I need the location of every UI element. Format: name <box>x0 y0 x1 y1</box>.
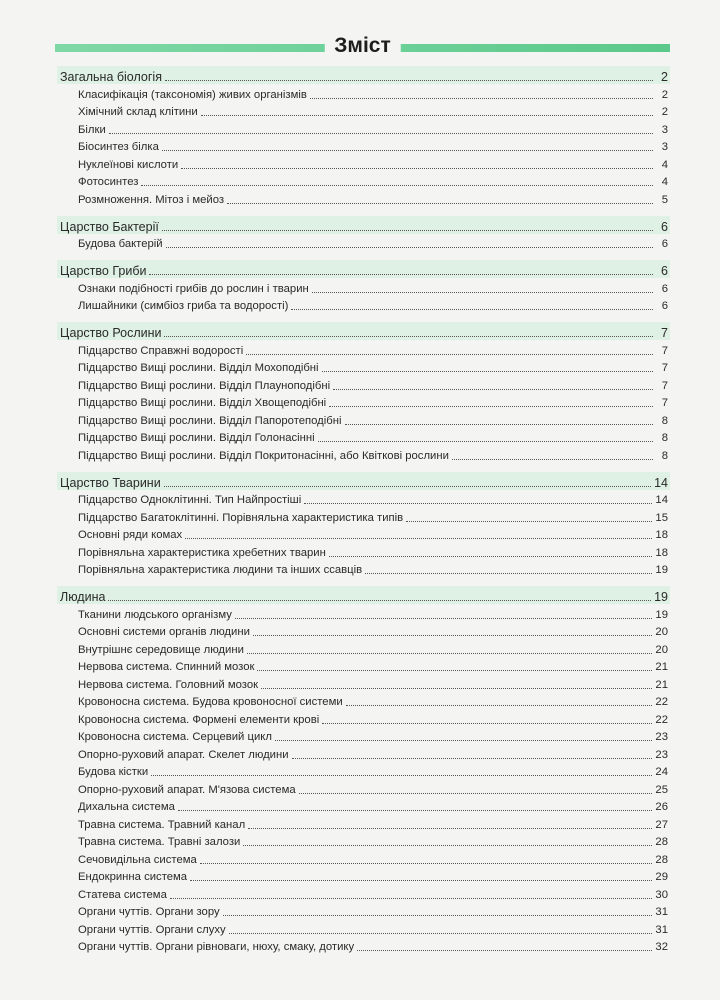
page-number: 8 <box>661 449 668 462</box>
dot-leader <box>292 758 653 759</box>
toc-entry[interactable] <box>57 340 670 358</box>
page-number: 22 <box>655 696 668 708</box>
toc-entry-label: Підцарство Вищі рослини. Відділ Папоротеподібні <box>78 414 342 427</box>
toc-entry-label: Підцарство Справжні водорості <box>78 344 244 357</box>
toc-entry[interactable] <box>57 744 670 762</box>
toc-entry-label: Хімічний склад клітини <box>78 106 198 118</box>
toc-entry-label: Ендокринна система <box>78 871 188 883</box>
toc-entry-label: Будова бактерій <box>78 238 163 250</box>
page-number: 4 <box>661 176 668 188</box>
toc-entry[interactable] <box>57 779 670 797</box>
dot-leader <box>243 845 652 846</box>
dot-leader <box>190 880 652 881</box>
toc-entry[interactable] <box>57 119 670 137</box>
toc-entry-label: Травна система. Травні залози <box>78 836 241 848</box>
toc-entry-label: Кровоносна система. Будова кровоносної системи <box>78 696 343 708</box>
dot-leader <box>333 389 653 390</box>
toc-entry[interactable] <box>57 560 670 578</box>
page-number: 14 <box>655 494 668 506</box>
page-number: 4 <box>661 158 668 171</box>
dot-leader <box>247 653 653 654</box>
toc-entry[interactable] <box>57 709 670 727</box>
toc-entry[interactable] <box>57 375 670 393</box>
dot-leader <box>329 556 653 557</box>
dot-leader <box>149 274 653 275</box>
page-number: 7 <box>661 326 668 340</box>
page-number: 6 <box>661 219 668 234</box>
toc-entry[interactable] <box>57 507 670 525</box>
dot-leader <box>299 793 653 794</box>
toc-entry-label: Порівняльна характеристика хребетних тварин <box>78 546 326 559</box>
section-heading-label: Царство Тварини <box>60 475 161 490</box>
toc-entry[interactable] <box>57 849 670 867</box>
toc-entry[interactable] <box>57 137 670 155</box>
section-heading-label: Царство Бактерії <box>60 219 159 234</box>
toc-entry-label: Тканини людського організму <box>78 608 232 621</box>
page-number: 2 <box>661 70 668 84</box>
toc-entry-label: Класифікація (таксономія) живих організмів <box>78 88 307 101</box>
toc-entry[interactable] <box>57 639 670 657</box>
section-heading[interactable] <box>57 472 670 490</box>
dot-leader <box>162 230 653 231</box>
toc-entry-label: Органи чуттів. Органи зору <box>78 906 220 918</box>
dot-leader <box>141 185 653 186</box>
page-number: 28 <box>655 853 668 866</box>
dot-leader <box>181 168 653 169</box>
toc-entry[interactable] <box>57 762 670 780</box>
page-number: 31 <box>655 923 668 936</box>
page-number: 21 <box>655 661 668 673</box>
toc-section <box>57 322 670 463</box>
toc-entry-label: Органи чуттів. Органи рівноваги, нюху, смаку, дотику <box>78 941 355 953</box>
dot-leader <box>165 80 653 81</box>
dot-leader <box>318 441 653 442</box>
toc-entry-label: Ознаки подібності грибів до рослин і тварин <box>78 282 309 295</box>
dot-leader <box>108 600 651 601</box>
toc-entry-label: Лишайники (симбіоз гриба та водорості) <box>78 300 289 312</box>
page-number: 6 <box>661 264 668 278</box>
section-heading[interactable] <box>57 322 670 340</box>
page-number: 8 <box>661 414 668 427</box>
page-number: 19 <box>654 590 668 604</box>
toc-entry-label: Підцарство Вищі рослини. Відділ Хвощеподібні <box>78 397 327 409</box>
toc-entry[interactable] <box>57 884 670 902</box>
toc-entry-label: Нервова система. Спинний мозок <box>78 661 255 673</box>
dot-leader <box>227 203 653 204</box>
toc-entry[interactable] <box>57 797 670 815</box>
section-heading[interactable] <box>57 260 670 278</box>
toc-entry-label: Нуклеїнові кислоти <box>78 158 179 171</box>
page-number: 23 <box>655 748 668 761</box>
toc-entry-label: Будова кістки <box>78 766 149 778</box>
page-number: 20 <box>655 626 668 638</box>
toc-entry[interactable] <box>57 358 670 376</box>
toc-entry-label: Підцарство Вищі рослини. Відділ Плауноподібні <box>78 379 331 392</box>
toc-entry-label: Нервова система. Головний мозок <box>78 678 259 691</box>
dot-leader <box>162 150 653 151</box>
toc-entry-label: Основні системи органів людини <box>78 626 250 638</box>
dot-leader <box>406 521 652 522</box>
toc-entry[interactable] <box>57 393 670 411</box>
dot-leader <box>109 133 653 134</box>
dot-leader <box>312 292 653 293</box>
section-heading[interactable] <box>57 66 670 84</box>
dot-leader <box>248 828 652 829</box>
toc-entry-label: Органи чуттів. Органи слуху <box>78 923 226 936</box>
toc-entry-label: Кровоносна система. Формені елементи крові <box>78 713 320 726</box>
dot-leader <box>235 618 653 619</box>
toc-entry[interactable] <box>57 84 670 102</box>
section-heading-label: Царство Гриби <box>60 264 147 278</box>
dot-leader <box>223 915 653 916</box>
dot-leader <box>345 424 654 425</box>
page-number: 15 <box>655 511 668 524</box>
toc-entry-label: Підцарство Багатоклітинні. Порівняльна характеристика типів <box>78 511 404 524</box>
toc-entry[interactable] <box>57 622 670 640</box>
page-number: 3 <box>661 123 668 136</box>
page-number: 32 <box>655 941 668 953</box>
table-of-contents <box>57 66 670 963</box>
toc-entry[interactable] <box>57 657 670 675</box>
toc-entry[interactable] <box>57 278 670 296</box>
toc-entry-label: Внутрішнє середовище людини <box>78 643 244 656</box>
dot-leader <box>322 371 653 372</box>
dot-leader <box>322 723 652 724</box>
toc-entry[interactable] <box>57 410 670 428</box>
page-number: 6 <box>661 282 668 295</box>
page-number: 3 <box>661 141 668 153</box>
toc-section <box>57 260 670 313</box>
page-number: 7 <box>661 344 668 357</box>
toc-entry[interactable] <box>57 490 670 508</box>
section-heading-label: Загальна біологія <box>60 70 162 84</box>
dot-leader <box>275 740 652 741</box>
page-number: 19 <box>655 608 668 621</box>
page-number: 31 <box>655 906 668 918</box>
toc-entry-label: Порівняльна характеристика людини та інших ссавців <box>78 564 363 576</box>
toc-entry-label: Травна система. Травний канал <box>78 818 246 831</box>
toc-entry-label: Опорно-руховий апарат. М'язова система <box>78 783 296 796</box>
page-number: 25 <box>655 783 668 796</box>
dot-leader <box>329 406 653 407</box>
toc-entry[interactable] <box>57 919 670 937</box>
page-number: 18 <box>655 529 668 541</box>
toc-entry[interactable] <box>57 674 670 692</box>
toc-entry-label: Розмноження. Мітоз і мейоз <box>78 193 225 206</box>
toc-entry[interactable] <box>57 542 670 560</box>
toc-entry-label: Опорно-руховий апарат. Скелет людини <box>78 748 289 761</box>
toc-section <box>57 472 670 578</box>
toc-entry[interactable] <box>57 814 670 832</box>
dot-leader <box>164 486 651 487</box>
toc-entry-label: Статева система <box>78 888 167 901</box>
dot-leader <box>253 635 653 636</box>
toc-entry-label: Дихальна система <box>78 801 175 813</box>
section-heading-label: Людина <box>60 590 106 604</box>
toc-entry[interactable] <box>57 154 670 172</box>
toc-entry[interactable] <box>57 604 670 622</box>
page-number: 21 <box>655 678 668 691</box>
page-number: 6 <box>661 238 668 250</box>
page-number: 22 <box>655 713 668 726</box>
section-heading[interactable] <box>57 216 670 234</box>
dot-leader <box>201 115 653 116</box>
section-heading[interactable] <box>57 586 670 604</box>
contents-header <box>55 34 670 58</box>
toc-entry[interactable] <box>57 937 670 955</box>
page-number: 2 <box>661 88 668 101</box>
dot-leader <box>166 247 653 248</box>
page-number: 24 <box>655 766 668 778</box>
toc-entry[interactable] <box>57 692 670 710</box>
dot-leader <box>304 503 652 504</box>
toc-entry-label: Біосинтез білка <box>78 141 159 153</box>
page-number: 6 <box>661 300 668 312</box>
toc-entry-label: Кровоносна система. Серцевий цикл <box>78 731 272 743</box>
page-number: 18 <box>655 546 668 559</box>
dot-leader <box>246 354 653 355</box>
page-number: 7 <box>661 362 668 374</box>
dot-leader <box>452 459 653 460</box>
dot-leader <box>365 573 652 574</box>
dot-leader <box>170 898 653 899</box>
toc-entry-label: Основні ряди комах <box>78 529 183 541</box>
dot-leader <box>357 950 652 951</box>
dot-leader <box>257 670 652 671</box>
page-number: 19 <box>655 564 668 576</box>
toc-section <box>57 66 670 207</box>
toc-entry[interactable] <box>57 525 670 543</box>
page-number: 30 <box>655 888 668 901</box>
page-number: 23 <box>655 731 668 743</box>
toc-entry[interactable] <box>57 296 670 314</box>
dot-leader <box>151 775 652 776</box>
page-number: 7 <box>661 379 668 392</box>
page-number: 28 <box>655 836 668 848</box>
dot-leader <box>200 863 653 864</box>
toc-entry[interactable] <box>57 902 670 920</box>
dot-leader <box>310 98 653 99</box>
toc-section <box>57 586 670 954</box>
page-number: 5 <box>661 193 668 206</box>
toc-entry[interactable] <box>57 445 670 463</box>
toc-entry[interactable] <box>57 832 670 850</box>
dot-leader <box>229 933 653 934</box>
dot-leader <box>164 336 653 337</box>
toc-entry-label: Фотосинтез <box>78 176 139 188</box>
dot-leader <box>261 688 652 689</box>
toc-entry-label: Білки <box>78 123 106 136</box>
section-heading-label: Царство Рослини <box>60 326 162 340</box>
page-number: 20 <box>655 643 668 656</box>
dot-leader <box>291 309 653 310</box>
toc-entry-label: Підцарство Одноклітинні. Тип Найпростіші <box>78 494 302 506</box>
page-number: 26 <box>655 801 668 813</box>
toc-entry[interactable] <box>57 727 670 745</box>
dot-leader <box>346 705 653 706</box>
toc-entry[interactable] <box>57 428 670 446</box>
toc-entry[interactable] <box>57 867 670 885</box>
page-number: 2 <box>661 106 668 118</box>
toc-entry-label: Підцарство Вищі рослини. Відділ Покритонасінні, або Квіткові рослини <box>78 449 449 462</box>
toc-section <box>57 216 670 252</box>
page-number: 29 <box>655 871 668 883</box>
toc-entry-label: Сечовидільна система <box>78 853 197 866</box>
toc-entry[interactable] <box>57 172 670 190</box>
dot-leader <box>185 538 652 539</box>
dot-leader <box>178 810 653 811</box>
toc-entry[interactable] <box>57 102 670 120</box>
page-number: 8 <box>661 432 668 444</box>
toc-entry[interactable] <box>57 189 670 207</box>
toc-entry[interactable] <box>57 234 670 252</box>
page-number: 27 <box>655 818 668 831</box>
page-number: 7 <box>661 397 668 409</box>
page-title: Зміст <box>324 32 401 60</box>
page-number: 14 <box>654 475 668 490</box>
toc-entry-label: Підцарство Вищі рослини. Відділ Мохоподібні <box>78 362 319 374</box>
toc-entry-label: Підцарство Вищі рослини. Відділ Голонасінні <box>78 432 315 444</box>
